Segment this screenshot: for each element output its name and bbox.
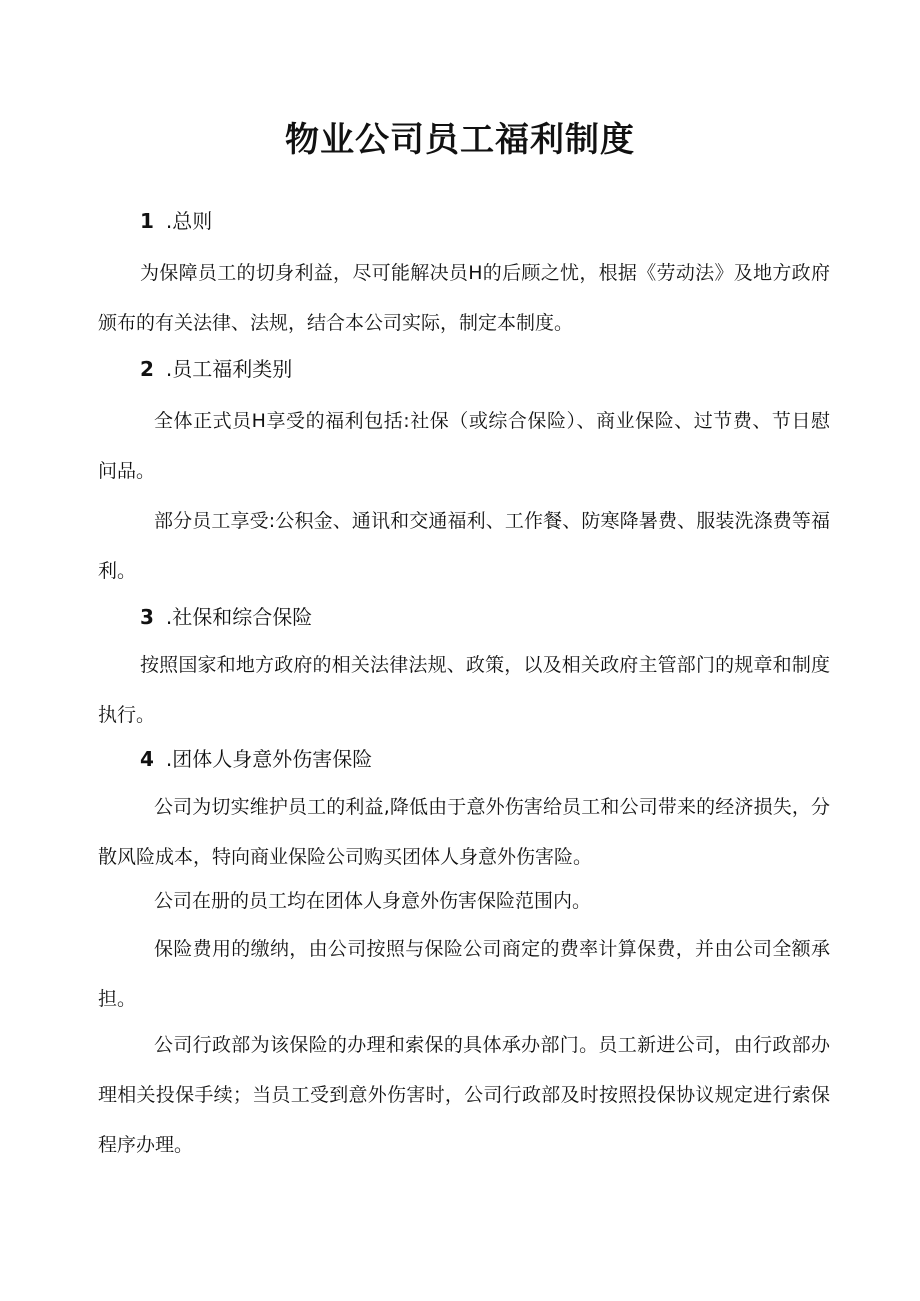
section-number: 3 xyxy=(140,605,154,629)
section-heading-1 xyxy=(140,206,212,236)
section-number: 4 xyxy=(140,747,154,771)
section-heading-2 xyxy=(140,354,292,384)
paragraph: 公司行政部为该保险的办理和索保的具体承办部门。员工新进公司，由行政部办理相关投保手续；当员工受到意外伤害时，公司行政部及时按照投保协议规定进行索保程序办理。 xyxy=(98,1034,830,1156)
paragraph: 公司在册的员工均在团体人身意外伤害保险范围内。 xyxy=(154,890,592,912)
document-title: 物业公司员工福利制度 xyxy=(285,120,635,160)
section-number: 2 xyxy=(140,357,154,381)
section-title: .团体人身意外伤害保险 xyxy=(165,747,373,771)
paragraph: 按照国家和地方政府的相关法律法规、政策，以及相关政府主管部门的规章和制度执行。 xyxy=(98,654,830,726)
paragraph: 公司为切实维护员工的利益,降低由于意外伤害给员工和公司带来的经济损失，分散风险成本，特向商业保险公司购买团体人身意外伤害险。 xyxy=(98,796,830,868)
section-heading-3 xyxy=(140,602,312,632)
section-number: 1 xyxy=(140,209,154,233)
paragraph: 部分员工享受:公积金、通讯和交通福利、工作餐、防寒降暑费、服装洗涤费等福利。 xyxy=(98,510,830,582)
paragraph: 为保障员工的切身利益，尽可能解决员H的后顾之忧，根据《劳动法》及地方政府颁布的有关法律、法规，结合本公司实际，制定本制度。 xyxy=(98,262,830,334)
section-heading-4 xyxy=(140,744,372,774)
paragraph: 全体正式员H享受的福利包括:社保（或综合保险）、商业保险、过节费、节日慰问品。 xyxy=(98,410,830,482)
paragraph: 保险费用的缴纳，由公司按照与保险公司商定的费率计算保费，并由公司全额承担。 xyxy=(98,938,830,1010)
section-title: .员工福利类别 xyxy=(165,357,293,381)
section-title: .社保和综合保险 xyxy=(165,605,313,629)
section-title: .总则 xyxy=(165,209,213,233)
